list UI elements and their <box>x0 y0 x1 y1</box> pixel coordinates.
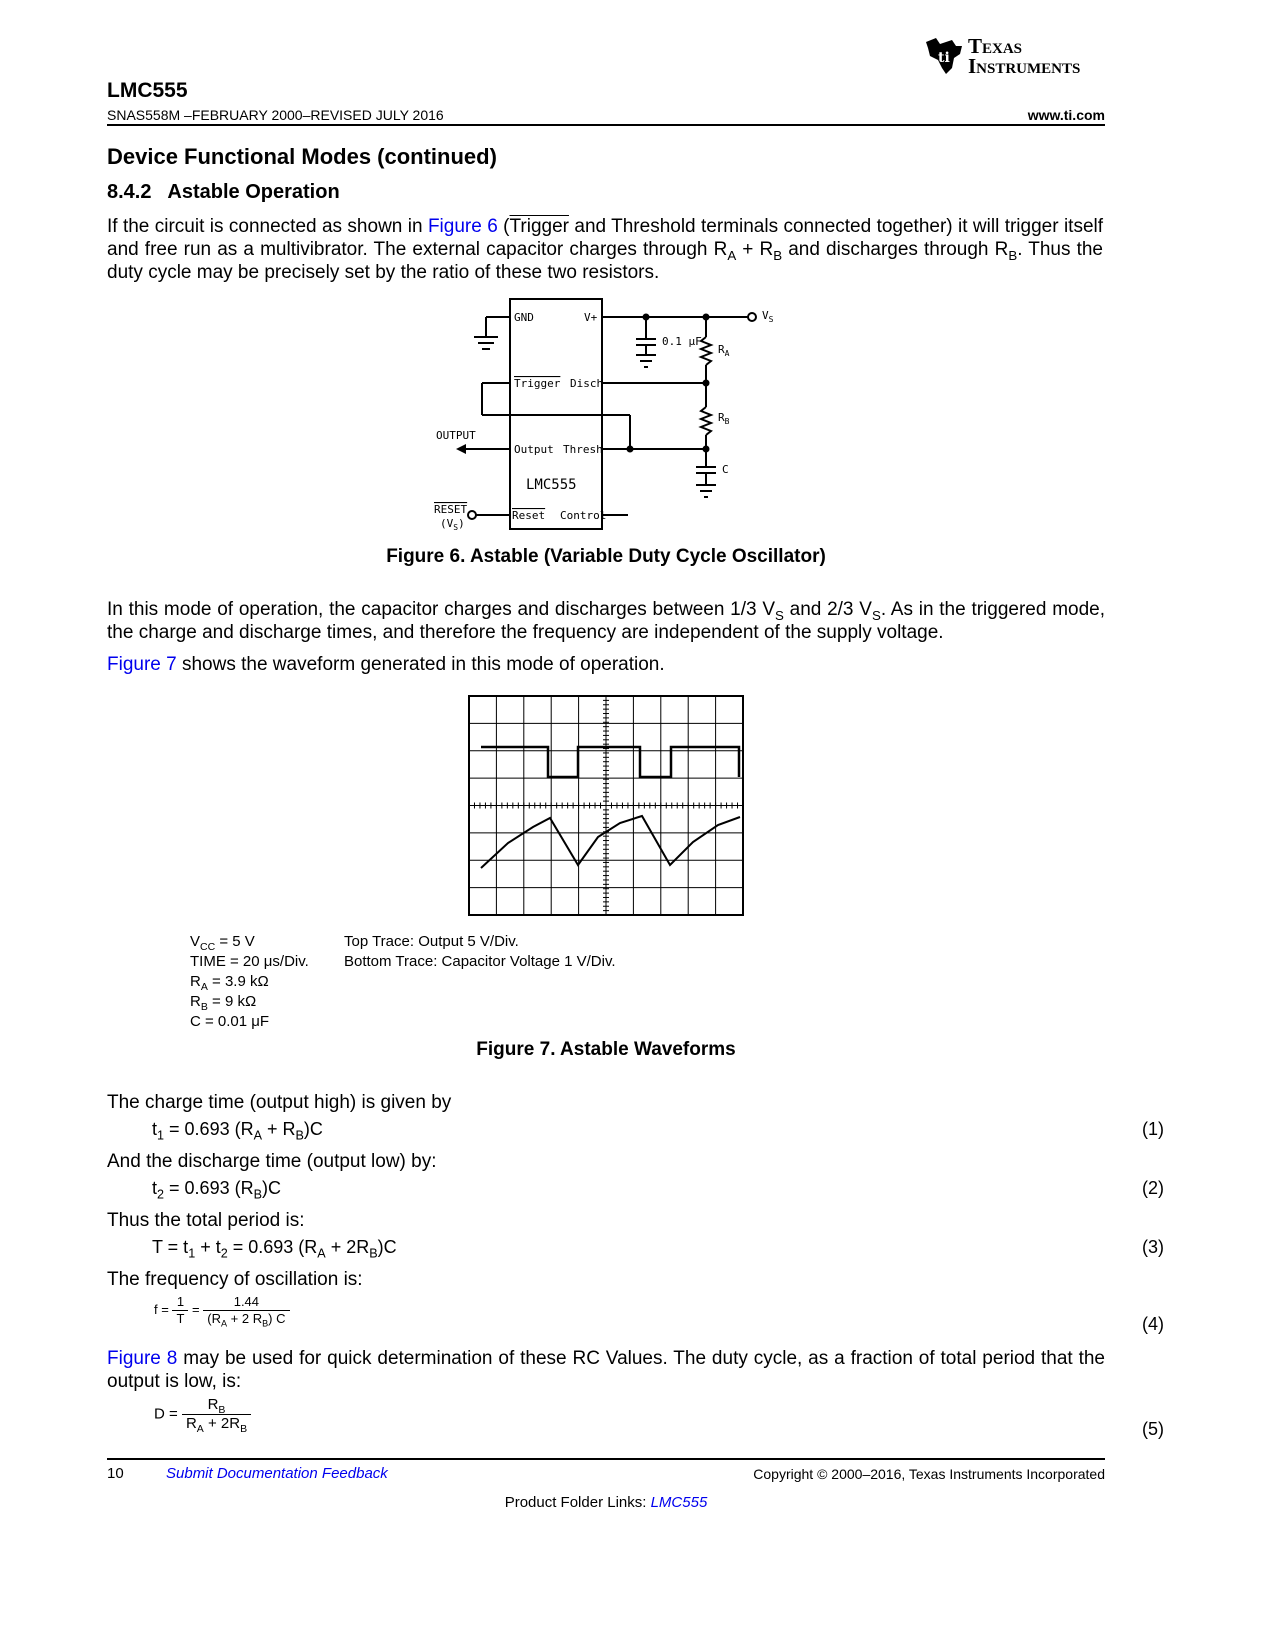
sub: A <box>196 1423 204 1435</box>
text: + 2R <box>203 1415 241 1432</box>
text: t <box>152 1178 158 1198</box>
sub: B <box>1008 247 1018 263</box>
text: + R <box>736 239 774 260</box>
equation-2 <box>152 1178 281 1202</box>
figure6-caption: Figure 6. Astable (Variable Duty Cycle Oscillator) <box>386 546 826 567</box>
figure7-caption: Figure 7. Astable Waveforms <box>476 1039 736 1060</box>
label-vs: $V_S$ <box>762 309 774 324</box>
sub: B <box>200 1001 208 1013</box>
denominator <box>203 1311 289 1327</box>
sub: 1 <box>188 1246 196 1261</box>
fraction <box>203 1294 289 1327</box>
text: . Thus the duty cycle may be precisely set by the ratio of these two resistors. <box>107 239 1103 283</box>
sub: B <box>240 1423 248 1435</box>
label-c: C <box>722 463 729 476</box>
equation-4 <box>154 1294 290 1327</box>
text: R <box>185 1415 197 1432</box>
text: = 5 V <box>215 933 255 950</box>
denominator: T <box>176 1311 185 1326</box>
text: In this mode of operation, the capacitor charges and discharges between 1/3 V <box>107 599 775 620</box>
logo-line2: Instruments <box>968 54 1081 78</box>
sub: CC <box>200 941 216 953</box>
sub: A <box>200 981 208 993</box>
text: + R <box>262 1119 296 1139</box>
label-vplus: V+ <box>584 311 598 324</box>
text: + 2R <box>325 1237 370 1257</box>
figure6-schematic <box>430 295 780 535</box>
text: R <box>190 973 201 990</box>
eq2-intro: And the discharge time (output low) by: <box>107 1151 437 1172</box>
text: = 0.693 (R <box>164 1119 254 1139</box>
figure7-oscilloscope <box>468 695 746 917</box>
section-heading: Device Functional Modes (continued) <box>107 144 497 169</box>
label-gnd: GND <box>514 311 534 324</box>
figure7-traces <box>344 932 616 972</box>
numerator: 1.44 <box>203 1294 289 1311</box>
doc-id: SNAS558M –FEBRUARY 2000–REVISED JULY 2016 <box>107 107 444 123</box>
label-cap: 0.1 μF <box>662 335 702 348</box>
text: f = <box>154 1301 169 1317</box>
param-time: TIME = 20 μs/Div. <box>190 953 309 970</box>
sub: B <box>369 1246 378 1261</box>
svg-text:ti: ti <box>938 50 950 66</box>
text: and discharges through R <box>782 239 1009 260</box>
paragraph-figure7-intro <box>107 653 665 676</box>
figure6-link[interactable]: Figure 6 <box>427 216 498 237</box>
label-output-ext: OUTPUT <box>436 429 476 442</box>
bottom-trace-label: Bottom Trace: Capacitor Voltage 1 V/Div. <box>344 953 616 970</box>
text: = 0.693 (R <box>164 1178 254 1198</box>
label-thresh: Thresh <box>563 443 603 456</box>
sub: 2 <box>220 1246 228 1261</box>
sub: A <box>220 1318 228 1329</box>
equation-1-number: (1) <box>1142 1119 1164 1139</box>
sub: 2 <box>157 1187 165 1202</box>
eq1-intro: The charge time (output high) is given by <box>107 1092 452 1113</box>
text: )C <box>303 1119 323 1139</box>
sub: 1 <box>157 1128 165 1143</box>
label-chip: LMC555 <box>526 477 577 493</box>
text: If the circuit is connected as shown in <box>107 216 428 237</box>
footer-rule <box>107 1458 1105 1460</box>
equation-5-number: (5) <box>1142 1419 1164 1439</box>
equation-1 <box>152 1119 323 1143</box>
text: R <box>207 1396 219 1413</box>
label-control: Control <box>560 509 607 522</box>
page-number: 10 <box>107 1465 124 1482</box>
text: = 0.693 (R <box>227 1237 318 1257</box>
label-trigger: Trigger <box>514 377 561 390</box>
sub: A <box>253 1128 262 1143</box>
part-number: LMC555 <box>107 79 188 102</box>
paragraph-astable-intro <box>107 215 1103 284</box>
text: = <box>192 1301 200 1317</box>
text: and Threshold terminals connected together) it will trigger itself and free run as a multivibrator. The external capacitor charges through R <box>107 216 1104 260</box>
text: R <box>190 993 201 1010</box>
subsection-heading: 8.4.2 Astable Operation <box>107 181 340 203</box>
numerator: 1 <box>172 1294 188 1311</box>
text: . As in the triggered mode, the charge and discharge times, and therefore the frequency are independent of the supply voltage. <box>107 599 1106 643</box>
label-reset-ext: RESET <box>434 503 468 516</box>
sub: B <box>262 1318 269 1329</box>
sub: B <box>773 247 783 263</box>
text: ( <box>497 216 510 237</box>
website-link[interactable]: www.ti.com <box>1027 107 1105 123</box>
param-rb <box>190 992 309 1012</box>
text: T = t <box>152 1237 189 1257</box>
text: + 2 R <box>227 1311 263 1326</box>
numerator <box>182 1396 251 1415</box>
text: D = <box>154 1405 178 1423</box>
text: ) C <box>268 1311 286 1326</box>
label-reset: Reset <box>512 509 546 522</box>
param-c: C = 0.01 μF <box>190 1013 270 1030</box>
text: shows the waveform generated in this mode of operation. <box>176 654 665 675</box>
feedback-link[interactable]: Submit Documentation Feedback <box>166 1465 388 1482</box>
equation-2-number: (2) <box>1142 1178 1164 1198</box>
sub: S <box>775 607 784 623</box>
logo-line1: Texas <box>968 34 1023 58</box>
text: )C <box>377 1237 397 1257</box>
text: t <box>152 1119 158 1139</box>
param-vcc <box>190 932 309 952</box>
label-disch: Disch <box>570 377 604 390</box>
product-folder-link[interactable]: LMC555 <box>650 1494 708 1511</box>
sub: A <box>727 247 737 263</box>
label-reset-vs: $(V_S)$ <box>440 517 465 532</box>
denominator <box>182 1415 251 1433</box>
paragraph-mode <box>107 598 1105 644</box>
sub: A <box>317 1246 326 1261</box>
sub: B <box>295 1128 304 1143</box>
text: and 2/3 V <box>783 599 872 620</box>
equation-4-number: (4) <box>1142 1314 1164 1334</box>
ti-logo-icon <box>922 34 966 78</box>
trigger-term: Trigger <box>509 216 569 237</box>
ti-logo[interactable] <box>922 34 1112 82</box>
text: = 3.9 kΩ <box>207 973 269 990</box>
figure7-link[interactable]: Figure 7 <box>107 654 177 675</box>
equation-3 <box>152 1237 397 1261</box>
label-rb: $R_B$ <box>718 411 730 426</box>
text: )C <box>262 1178 281 1198</box>
text: (R <box>207 1311 221 1326</box>
sub: B <box>218 1404 226 1416</box>
eq4-intro: The frequency of oscillation is: <box>107 1269 363 1290</box>
fraction <box>172 1294 188 1327</box>
eq3-intro: Thus the total period is: <box>107 1210 305 1231</box>
text: may be used for quick determination of these RC Values. The duty cycle, as a fraction of total period that the output is low, is: <box>107 1348 1105 1392</box>
equation-3-number: (3) <box>1142 1237 1164 1257</box>
figure8-link[interactable]: Figure 8 <box>107 1348 178 1369</box>
top-trace-label: Top Trace: Output 5 V/Div. <box>344 933 519 950</box>
sub: S <box>871 607 881 623</box>
figure7-params <box>190 932 309 1032</box>
paragraph-duty-cycle <box>107 1347 1105 1393</box>
text: V <box>190 933 201 950</box>
fraction <box>182 1396 251 1433</box>
label-ra: $R_A$ <box>718 343 730 358</box>
product-folder-links <box>0 1494 1212 1511</box>
copyright: Copyright © 2000–2016, Texas Instruments Incorporated <box>753 1466 1105 1482</box>
label-output: Output <box>514 443 554 456</box>
param-ra <box>190 972 309 992</box>
sub: B <box>253 1187 262 1202</box>
text: Product Folder Links: <box>504 1494 651 1511</box>
header-rule <box>107 124 1105 126</box>
text: = 9 kΩ <box>207 993 257 1010</box>
text: + t <box>195 1237 221 1257</box>
equation-5 <box>154 1396 251 1433</box>
